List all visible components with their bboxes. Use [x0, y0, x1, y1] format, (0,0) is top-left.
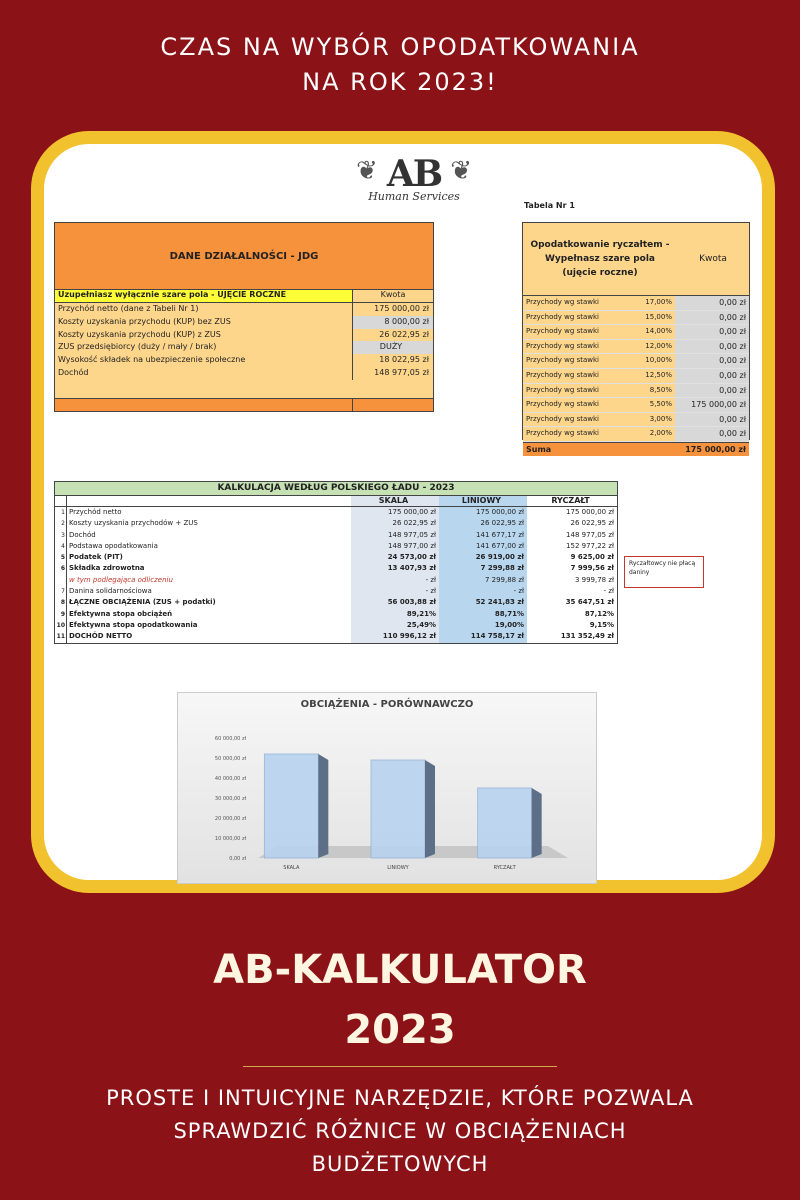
amount-input-cell[interactable]: 175 000,00 zł — [675, 398, 749, 412]
table-row — [55, 303, 433, 316]
table-row — [523, 325, 749, 340]
amount-input-cell[interactable]: 0,00 zł — [675, 296, 749, 310]
tabela-head-label: Opodatkowanie ryczałtem - Wypełnasz szare pola (ujęcie roczne) — [530, 240, 670, 278]
row-label: Przychód netto — [66, 507, 351, 518]
page-title — [0, 30, 800, 100]
rate-label: Przychody wg stawki — [523, 427, 634, 441]
rate-label: Przychody wg stawki — [523, 311, 634, 325]
logo-letters: AB — [386, 153, 442, 195]
table-row — [523, 398, 749, 413]
liniowy-value: 19,00% — [439, 620, 527, 631]
ryczalt-value: 9 625,00 zł — [570, 553, 614, 562]
amount-input-cell[interactable]: 0,00 zł — [675, 354, 749, 368]
rate-value: 12,00% — [634, 340, 675, 354]
col-skala: SKALA — [351, 496, 439, 506]
row-label: ŁĄCZNE OBCIĄŻENIA (ZUS + podatki) — [66, 597, 351, 608]
rate-value: 5,50% — [634, 398, 675, 412]
ryczalt-value: 87,12% — [584, 609, 614, 618]
table-row — [55, 597, 617, 608]
table-row — [523, 354, 749, 369]
table-row — [55, 552, 617, 563]
row-value: 148 977,05 zł — [374, 367, 429, 377]
liniowy-value: - zł — [439, 586, 527, 597]
bar-side — [532, 788, 542, 858]
liniowy-value: 141 677,17 zł — [439, 530, 527, 541]
skala-value: 25,49% — [351, 620, 439, 631]
amount-input-cell[interactable]: 0,00 zł — [675, 311, 749, 325]
laurel-left-icon: ❦ — [356, 156, 378, 186]
row-label: Koszty uzyskania przychodu (KUP) z ZUS — [55, 329, 353, 342]
amount-input-cell[interactable]: 0,00 zł — [675, 384, 749, 398]
row-label: Dochód — [55, 367, 353, 380]
skala-value: 13 407,93 zł — [351, 563, 439, 574]
table-row — [55, 563, 617, 574]
row-label: DOCHÓD NETTO — [66, 631, 351, 642]
table-row — [55, 541, 617, 552]
brand-line-1: AB-KALKULATOR — [213, 947, 587, 993]
ryczalt-value: - zł — [603, 587, 614, 596]
dane-sub-label: Uzupełniasz wyłącznie szare pola - UJĘCIE ROCZNE — [55, 290, 353, 302]
ryczalt-value: 3 999,78 zł — [574, 575, 614, 584]
col-liniowy: LINIOWY — [439, 496, 527, 506]
rate-value: 10,00% — [634, 354, 675, 368]
title-line-2: NA ROK 2023! — [302, 68, 498, 96]
row-input-cell[interactable]: 8 000,00 zł — [353, 316, 433, 329]
row-label: Wysokość składek na ubezpieczenie społeczne — [55, 354, 353, 367]
row-value: 26 022,95 zł — [379, 329, 429, 339]
skala-value: - zł — [351, 575, 439, 586]
ryczalt-value: 131 352,49 zł — [560, 632, 614, 641]
table-row — [523, 340, 749, 355]
table-row — [55, 367, 433, 380]
chart-svg — [178, 693, 596, 883]
row-label: Dochód — [66, 530, 351, 541]
rate-value: 3,00% — [634, 413, 675, 427]
rate-value: 8,50% — [634, 384, 675, 398]
row-number: 4 — [61, 542, 65, 550]
table-row — [55, 586, 617, 597]
row-value: 18 022,95 zł — [379, 355, 429, 365]
rate-value: 15,00% — [634, 311, 675, 325]
row-number: 10 — [56, 621, 65, 629]
y-tick-label: 40 000,00 zł — [214, 776, 246, 782]
table-row — [55, 609, 617, 620]
table-row — [55, 530, 617, 541]
ryczalt-value: 152 977,22 zł — [566, 541, 614, 550]
rate-label: Przychody wg stawki — [523, 340, 634, 354]
row-label: Koszty uzyskania przychodu (KUP) bez ZUS — [55, 316, 353, 329]
chart-title: OBCIĄŻENIA - PORÓWNAWCZO — [300, 699, 474, 710]
table-row — [55, 631, 617, 642]
spreadsheet-preview-frame — [31, 131, 775, 893]
ryczalt-value: 7 999,56 zł — [570, 564, 614, 573]
divider — [243, 1066, 557, 1067]
brand-title — [0, 940, 800, 1060]
row-label: Składka zdrowotna — [66, 563, 351, 574]
rate-label: Przychody wg stawki — [523, 384, 634, 398]
dane-sub-col: Kwota — [353, 290, 433, 302]
row-number: 5 — [60, 554, 65, 562]
table-row — [523, 369, 749, 384]
row-number: 6 — [60, 565, 65, 573]
liniowy-value: 88,71% — [439, 609, 527, 620]
liniowy-value: 7 299,88 zł — [439, 563, 527, 574]
row-label: Efektywna stopa obciążeń — [66, 609, 351, 620]
table-row — [55, 575, 617, 586]
y-tick-label: 30 000,00 zł — [214, 796, 246, 802]
table-row — [523, 311, 749, 326]
ryczalt-value: 35 647,51 zł — [565, 598, 614, 607]
row-number: 2 — [61, 520, 65, 528]
bar-side — [318, 754, 328, 858]
rate-value: 2,00% — [634, 427, 675, 441]
skala-value: 110 996,12 zł — [351, 631, 439, 642]
row-number: 7 — [61, 588, 65, 596]
rate-label: Przychody wg stawki — [523, 296, 634, 310]
rate-label: Przychody wg stawki — [523, 413, 634, 427]
x-tick-label: LINIOWY — [387, 865, 409, 871]
rate-label: Przychody wg stawki — [523, 369, 634, 383]
bar — [264, 754, 318, 858]
y-tick-label: 0,00 zł — [229, 856, 246, 862]
skala-value: 26 022,95 zł — [351, 518, 439, 529]
row-number — [55, 575, 66, 586]
row-number: 3 — [61, 531, 65, 539]
table-row — [523, 384, 749, 399]
laurel-right-icon: ❦ — [450, 156, 472, 186]
rate-value: 17,00% — [634, 296, 675, 310]
kalkulacja-table — [54, 481, 618, 644]
skala-value: 56 003,88 zł — [351, 597, 439, 608]
ab-logo — [344, 154, 484, 216]
table-row — [55, 620, 617, 631]
table-row — [55, 518, 617, 529]
y-tick-label: 20 000,00 zł — [214, 816, 246, 822]
sum-value: 175 000,00 zł — [685, 444, 746, 454]
kalkulacja-title: KALKULACJA WEDŁUG POLSKIEGO ŁADU - 2023 — [55, 482, 617, 496]
rate-value: 14,00% — [634, 325, 675, 339]
ryczalt-value: 175 000,00 zł — [566, 508, 614, 516]
row-number: 9 — [60, 610, 65, 618]
tabela-label: Tabela Nr 1 — [524, 201, 575, 210]
tabela-header — [523, 223, 749, 296]
dane-title: DANE DZIAŁALNOŚCI - JDG — [55, 223, 433, 290]
row-label: Podstawa opodatkowania — [66, 541, 351, 552]
y-tick-label: 60 000,00 zł — [214, 736, 246, 742]
desc-line-2: SPRAWDZIĆ RÓŻNICE W OBCIĄŻENIACH — [173, 1119, 627, 1143]
ryczalt-value: 148 977,05 zł — [566, 530, 614, 539]
liniowy-value: 7 299,88 zł — [439, 575, 527, 586]
desc-line-1: PROSTE I INTUICYJNE NARZĘDZIE, KTÓRE POZWALA — [106, 1086, 694, 1110]
row-number: 1 — [61, 509, 65, 516]
skala-value: 24 573,00 zł — [351, 552, 439, 563]
y-tick-label: 10 000,00 zł — [214, 836, 246, 842]
amount-input-cell[interactable]: 0,00 zł — [675, 413, 749, 427]
tabela-ryczalt — [522, 222, 750, 454]
skala-value: 175 000,00 zł — [351, 507, 439, 518]
amount-input-cell[interactable]: 0,00 zł — [675, 427, 749, 441]
brand-line-2: 2023 — [344, 1007, 456, 1053]
x-tick-label: SKALA — [283, 865, 300, 871]
liniowy-value: 52 241,83 zł — [439, 597, 527, 608]
table-row — [55, 354, 433, 367]
skala-value: - zł — [351, 586, 439, 597]
dane-footer — [55, 398, 433, 411]
comparison-chart — [177, 692, 597, 884]
row-label: Efektywna stopa opodatkowania — [66, 620, 351, 631]
table-row — [55, 316, 433, 329]
tabela-sum-row — [523, 442, 749, 456]
skala-value: 89,21% — [351, 609, 439, 620]
comment-note: Ryczałtowcy nie płacą daniny — [624, 556, 704, 588]
row-number: 8 — [60, 599, 65, 607]
rate-label: Przychody wg stawki — [523, 354, 634, 368]
table-row — [55, 507, 617, 518]
y-tick-label: 50 000,00 zł — [214, 756, 246, 762]
amount-input-cell[interactable]: 0,00 zł — [675, 340, 749, 354]
tabela-head-col: Kwota — [677, 223, 749, 295]
bar — [371, 760, 425, 858]
liniowy-value: 175 000,00 zł — [439, 507, 527, 518]
rate-value: 12,50% — [634, 369, 675, 383]
bar — [478, 788, 532, 858]
desc-line-3: BUDŻETOWYCH — [311, 1152, 489, 1176]
table-row — [523, 296, 749, 311]
dane-subheader — [55, 290, 433, 303]
zus-select-cell[interactable]: DUŻY — [353, 341, 433, 354]
x-tick-label: RYCZAŁT — [493, 865, 516, 871]
logo-subtitle: Human Services — [368, 190, 460, 203]
row-number: 11 — [56, 633, 65, 641]
amount-input-cell[interactable]: 0,00 zł — [675, 325, 749, 339]
ryczalt-value: 9,15% — [589, 620, 614, 629]
bar-side — [425, 760, 435, 858]
row-label: w tym podlegająca odliczeniu — [66, 575, 351, 586]
rate-label: Przychody wg stawki — [523, 398, 634, 412]
description — [20, 1082, 780, 1181]
liniowy-value: 114 758,17 zł — [439, 631, 527, 642]
row-value: 175 000,00 zł — [374, 304, 429, 313]
table-row — [55, 329, 433, 342]
liniowy-value: 26 022,95 zł — [439, 518, 527, 529]
row-label: Podatek (PIT) — [66, 552, 351, 563]
skala-value: 148 977,00 zł — [351, 541, 439, 552]
table-row — [55, 341, 433, 354]
table-row — [523, 427, 749, 442]
liniowy-value: 141 677,00 zł — [439, 541, 527, 552]
amount-input-cell[interactable]: 0,00 zł — [675, 369, 749, 383]
skala-value: 148 977,05 zł — [351, 530, 439, 541]
kalkulacja-header — [55, 496, 617, 507]
table-row — [523, 413, 749, 428]
dane-dzialalnosci-table — [54, 222, 434, 412]
sum-label: Suma — [526, 444, 552, 454]
liniowy-value: 26 919,00 zł — [439, 552, 527, 563]
title-line-1: CZAS NA WYBÓR OPODATKOWANIA — [160, 33, 640, 61]
ryczalt-value: 26 022,95 zł — [570, 519, 614, 528]
row-label: ZUS przedsiębiorcy (duży / mały / brak) — [55, 341, 353, 354]
rate-label: Przychody wg stawki — [523, 325, 634, 339]
row-label: Koszty uzyskania przychodów + ZUS — [66, 518, 351, 529]
row-label: Danina solidarnościowa — [66, 586, 351, 597]
row-label: Przychód netto (dane z Tabeli Nr 1) — [55, 303, 353, 316]
col-ryczalt: RYCZAŁT — [551, 496, 590, 505]
